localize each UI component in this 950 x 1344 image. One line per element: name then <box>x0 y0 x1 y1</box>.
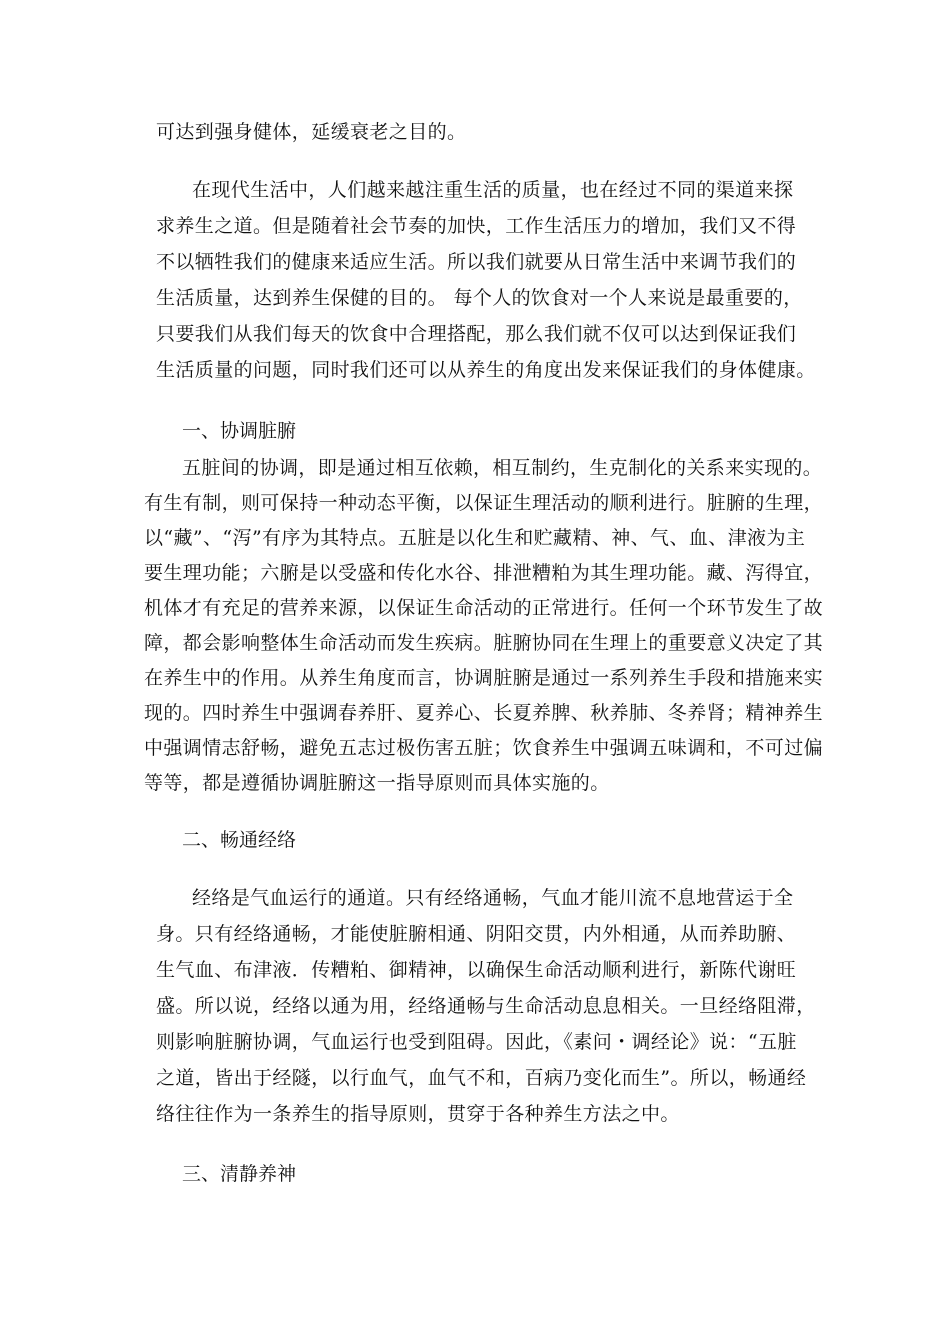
paragraph-line: 盛。所以说，经络以通为用，经络通畅与生命活动息息相关。一旦经络阻滞， <box>156 995 816 1017</box>
paragraph-line: 障，都会影响整体生命活动而发生疾病。脏腑协同在生理上的重要意义决定了其 <box>144 632 824 654</box>
paragraph-line: 可达到强身健体，延缓衰老之目的。 <box>156 121 467 143</box>
paragraph-line: 在养生中的作用。从养生角度而言，协调脏腑是通过一系列养生手段和措施来实 <box>144 667 824 689</box>
paragraph-line: 要生理功能；六腑是以受盛和传化水谷、排泄糟粕为其生理功能。藏、泻得宜， <box>144 562 824 584</box>
paragraph-line: 则影响脏腑协调，气血运行也受到阻碍。因此，《素问・调经论》说：“五脏 <box>156 1031 797 1053</box>
paragraph-line: 只要我们从我们每天的饮食中合理搭配，那么我们就不仅可以达到保证我们 <box>156 323 797 345</box>
section-heading: 三、清静养神 <box>182 1163 297 1185</box>
paragraph-line: 等等，都是遵循协调脏腑这一指导原则而具体实施的。 <box>144 772 610 794</box>
paragraph-line: 有生有制，则可保持一种动态平衡，以保证生理活动的顺利进行。脏腑的生理， <box>144 492 824 514</box>
paragraph-line: 经络是气血运行的通道。只有经络通畅，气血才能川流不息地营运于全 <box>192 887 794 909</box>
section-heading: 二、畅通经络 <box>182 829 297 851</box>
paragraph-line: 在现代生活中，人们越来越注重生活的质量，也在经过不同的渠道来探 <box>192 179 794 201</box>
paragraph-line: 生气血、布津液．传糟粕、御精神，以确保生命活动顺利进行，新陈代谢旺 <box>156 959 797 981</box>
paragraph-line: 五脏间的协调，即是通过相互依赖，相互制约，生克制化的关系来实现的。 <box>182 457 823 479</box>
paragraph-line: 生活质量的问题，同时我们还可以从养生的角度出发来保证我们的身体健康。 <box>156 359 816 381</box>
paragraph-line: 以“藏”、“泻”有序为其特点。五脏是以化生和贮藏精、神、气、血、津液为主 <box>144 527 806 549</box>
paragraph-line: 之道，皆出于经隧，以行血气，血气不和，百病乃变化而生”。所以，畅通经 <box>156 1067 807 1089</box>
paragraph-line: 现的。四时养生中强调春养肝、夏养心、长夏养脾、秋养肺、冬养肾；精神养生 <box>144 702 824 724</box>
paragraph-line: 机体才有充足的营养来源，以保证生命活动的正常进行。任何一个环节发生了故 <box>144 597 824 619</box>
paragraph-line: 生活质量，达到养生保健的目的。 每个人的饮食对一个人来说是最重要的， <box>156 287 803 309</box>
section-heading: 一、协调脏腑 <box>182 420 297 442</box>
paragraph-line: 络往往作为一条养生的指导原则，贯穿于各种养生方法之中。 <box>156 1103 680 1125</box>
paragraph-line: 中强调情志舒畅，避免五志过极伤害五脏；饮食养生中强调五味调和，不可过偏 <box>144 737 824 759</box>
paragraph-line: 求养生之道。但是随着社会节奏的加快，工作生活压力的增加，我们又不得 <box>156 215 797 237</box>
paragraph-line: 不以牺牲我们的健康来适应生活。所以我们就要从日常生活中来调节我们的 <box>156 251 797 273</box>
paragraph-line: 身。只有经络通畅，才能使脏腑相通、阴阳交贯，内外相通，从而养助腑、 <box>156 923 797 945</box>
